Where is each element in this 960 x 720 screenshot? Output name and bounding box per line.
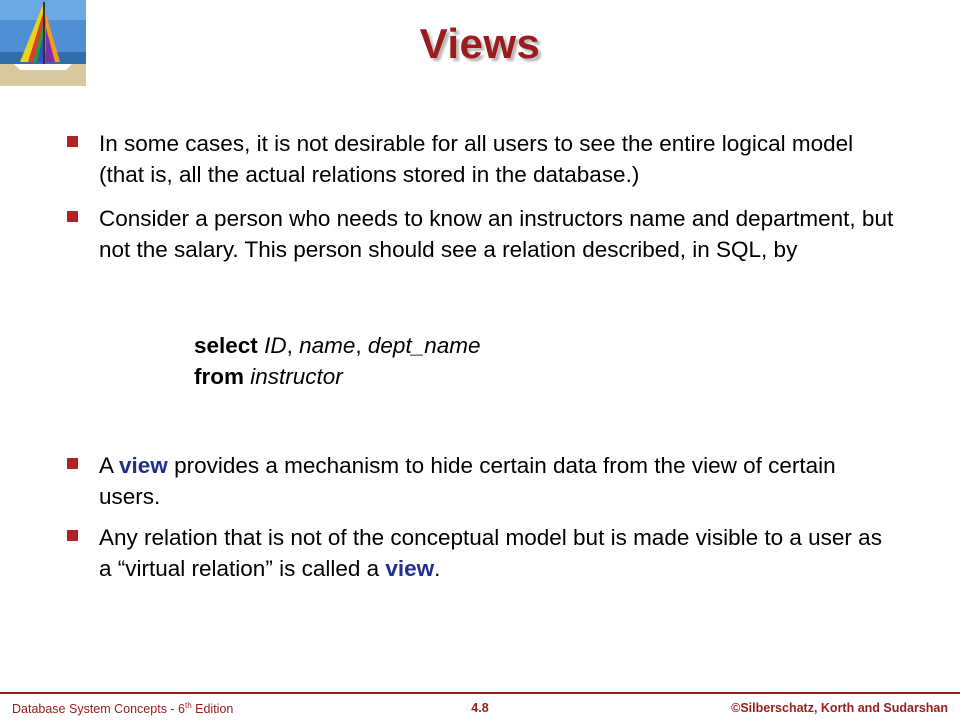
- square-bullet-icon: [67, 136, 78, 147]
- footer-edition-sup: th: [185, 701, 192, 710]
- square-bullet-icon: [67, 458, 78, 469]
- square-bullet-icon: [67, 530, 78, 541]
- bullet-item: [60, 522, 900, 584]
- bullet-item: [60, 203, 900, 265]
- sql-separator: ,: [286, 333, 300, 358]
- bullet-item: [60, 450, 900, 512]
- slide-title: Views: [419, 20, 541, 67]
- square-bullet-icon: [67, 211, 78, 222]
- keyword-view: view: [119, 453, 168, 478]
- sql-query: [194, 330, 481, 392]
- sql-column: name: [299, 333, 356, 358]
- footer-edition-text: Edition: [191, 702, 234, 717]
- sql-column: ID: [264, 333, 287, 358]
- bullet-text-part: .: [434, 556, 441, 581]
- bullet-text-part: provides a mechanism to hide certain data from the view of certain users.: [99, 453, 836, 509]
- bullet-text-part: A: [99, 453, 120, 478]
- sql-line-select: [194, 330, 481, 361]
- bullet-text-part: Any relation that is not of the conceptual model but is made visible to a user as a “virtual relation” is called a: [99, 525, 882, 581]
- sql-keyword-select: select: [194, 333, 258, 358]
- bullet-text: [99, 450, 900, 512]
- sql-table: instructor: [250, 364, 343, 389]
- keyword-view: view: [385, 556, 435, 581]
- footer-book-title-text: Database System Concepts - 6: [12, 702, 185, 717]
- sql-separator: ,: [355, 333, 368, 358]
- footer-copyright: ©Silberschatz, Korth and Sudarshan: [731, 701, 948, 715]
- bullet-text: Consider a person who needs to know an instructors name and department, but not the salary. This person should see a relation described, in SQL, by: [99, 206, 894, 262]
- slide-footer: [0, 692, 960, 720]
- sql-column: dept_name: [367, 333, 481, 358]
- sql-keyword-from: from: [194, 364, 244, 389]
- slide-number: 4.8: [471, 701, 489, 715]
- footer-divider: [0, 692, 960, 694]
- bullet-item: [60, 128, 900, 190]
- bullet-text: In some cases, it is not desirable for all users to see the entire logical model (that is, all the actual relations stored in the database.): [99, 131, 854, 187]
- sql-line-from: [194, 361, 481, 392]
- bullet-text: [99, 522, 900, 584]
